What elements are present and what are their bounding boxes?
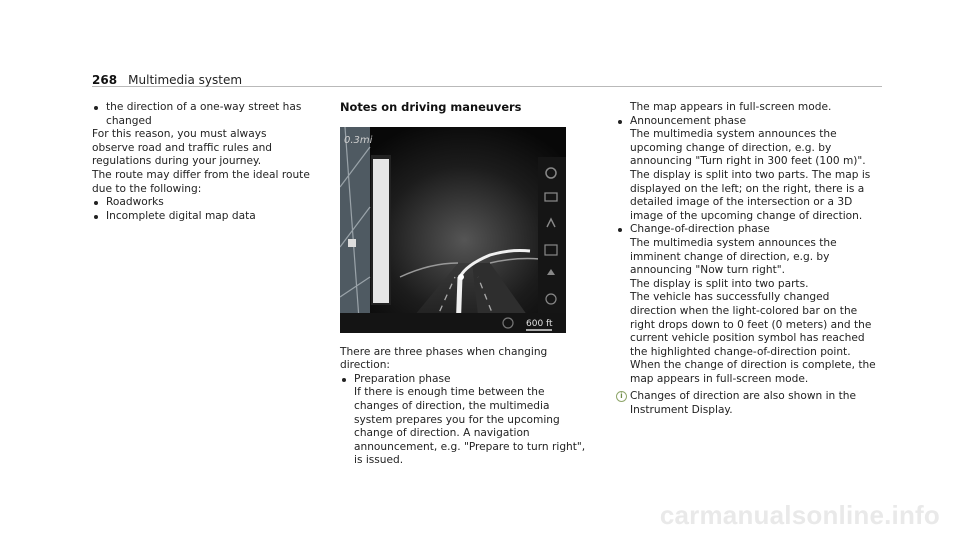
watermark: carmanualsonline.info (659, 500, 940, 530)
distance-label-top: 0.3mi (344, 134, 373, 146)
paragraph: For this reason, you must always observe road and traffic rules and regulations during your journey. (92, 128, 273, 168)
info-note (616, 390, 878, 417)
paragraph: The vehicle has successfully changed direction when the light-colored bar on the right drops down to 0 feet (0 meters) and the current vehicle position symbol has reached the highlighted change-of-direction point. (630, 291, 872, 358)
list-item: Incomplete digital map data (92, 210, 310, 224)
list-item: Announcement phase (616, 115, 878, 129)
header-title: Multimedia system (128, 73, 243, 87)
paragraph: If there is enough time between the changes of direction, the multimedia system prepares you for the upcoming change of direction. A navigation announcement, e.g. "Prepare to turn right", is issued. (354, 386, 586, 467)
list-item: Change-of-direction phase (616, 223, 878, 237)
page-header (92, 69, 882, 87)
column-3 (616, 101, 878, 418)
side-menu (538, 157, 566, 317)
info-icon: i (616, 391, 627, 402)
paragraph: There are three phases when changing direction: (340, 345, 548, 372)
paragraph: When the change of direction is complete, the map appears in full-screen mode. (630, 359, 876, 385)
paragraph: The display is split into two parts. The map is displayed on the left; on the right, there is a detailed image of the intersection or a 3D image of the upcoming change of direction. (630, 168, 871, 222)
paragraph: The display is split into two parts. (630, 277, 809, 290)
map-strip (340, 127, 370, 333)
navigation-display-illustration (340, 127, 566, 333)
list-item: Roadworks (92, 196, 310, 210)
paragraph: The multimedia system announces the upcoming change of direction, e.g. by announcing "Turn right in 300 feet (100 m)". (630, 128, 866, 168)
scale-bar (526, 329, 552, 331)
paragraph: The map appears in full-screen mode. (630, 101, 832, 113)
paragraph: The multimedia system announces the imminent change of direction, e.g. by announcing "Now turn right". (630, 236, 837, 277)
vehicle-position-icon (458, 274, 464, 280)
distance-label-bottom: 600 ft (526, 318, 553, 329)
distance-bar-fill (373, 159, 389, 303)
section-heading: Notes on driving maneuvers (340, 100, 522, 114)
list-item: the direction of a one-way street has changed (92, 101, 310, 128)
map-marker (348, 239, 356, 247)
info-text: Changes of direction are also shown in the Instrument Display. (630, 390, 856, 417)
navigation-display-figure (340, 127, 566, 333)
list-item: Preparation phase (340, 373, 590, 387)
paragraph: The route may differ from the ideal route due to the following: (92, 168, 310, 195)
column-1 (92, 101, 310, 223)
page-number: 268 (92, 73, 118, 87)
column-2 (340, 101, 590, 468)
